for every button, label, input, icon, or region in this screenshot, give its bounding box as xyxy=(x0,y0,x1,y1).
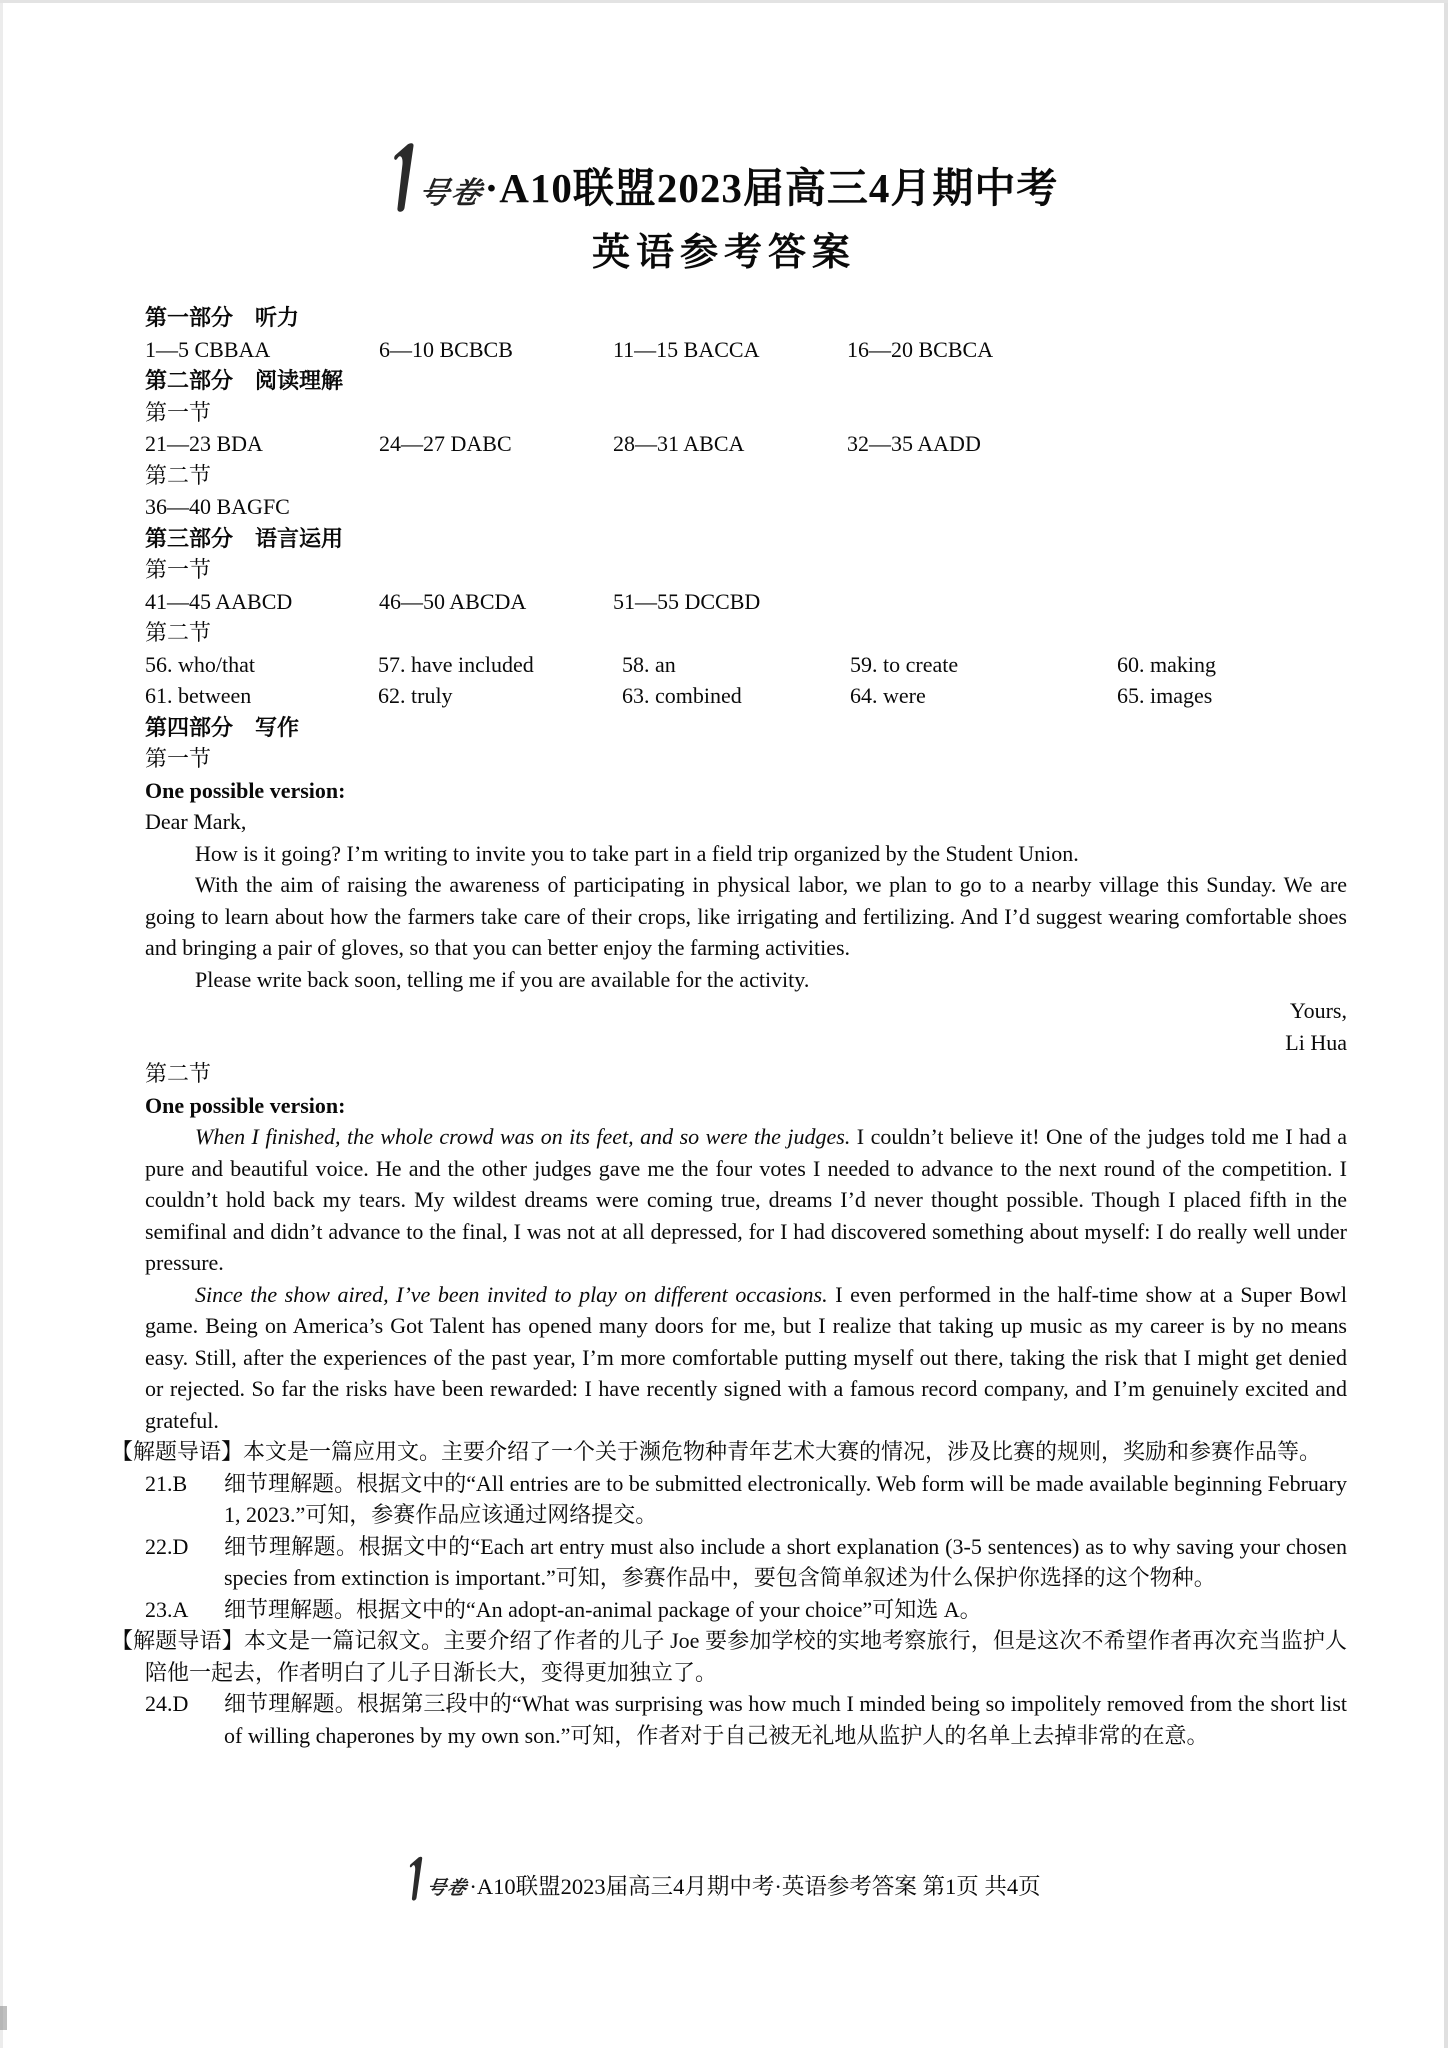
continuation-paragraph xyxy=(145,1279,1347,1437)
answer-group: 28—31 ABCA xyxy=(613,431,745,456)
explanation-text: 细节理解题。根据第三段中的“What was surprising was how much I minded being so impolitely removed from the short list of willing chaperones by my own son.”可知，作者对于自己被无礼地从监护人的名单上去掉非常的在意。 xyxy=(224,1691,1347,1748)
reading-answers-row xyxy=(145,428,1347,460)
page-footer xyxy=(0,1856,1448,1902)
brush-one-icon xyxy=(407,1856,424,1902)
footer-text: ·A10联盟2023届高三4月期中考·英语参考答案 第1页 共4页 xyxy=(469,1874,1041,1899)
answer-group: 46—50 ABCDA xyxy=(379,588,527,614)
answer-group: 41—45 AABCD xyxy=(145,588,293,614)
possible-version-label: One possible version: xyxy=(145,1092,346,1118)
part2-section2-label: 第二节 xyxy=(145,462,212,488)
cloze-answers-row xyxy=(145,586,1347,618)
possible-version-label: One possible version: xyxy=(145,777,346,803)
part2-section1-label: 第一节 xyxy=(145,399,212,425)
scan-artifact xyxy=(0,2006,7,2030)
answer-group: 32—35 AADD xyxy=(847,431,981,456)
part4-section1-label: 第一节 xyxy=(145,746,212,771)
brand-logo-text: 号卷 xyxy=(415,177,486,210)
letter-paragraph: With the aim of raising the awareness of participating in physical labor, we plan to go to a nearby village this Sunday. We are going to learn about how the farmers take care of their crops, like irrigating and fertilizing. And I’d suggest wearing comfortable shoes and bringing a pair of gloves, so that you can better enjoy the farming activities. xyxy=(145,872,1347,960)
passage-guide: 【解题导语】本文是一篇应用文。主要介绍了一个关于濒危物种青年艺术大赛的情况，涉及比赛的规则，奖励和参赛作品等。 xyxy=(111,1439,1322,1464)
answer-item: 65. images xyxy=(1117,683,1213,708)
answer-group: 51—55 DCCBD xyxy=(613,588,761,614)
explanation-item xyxy=(145,1688,1347,1751)
listening-answers-row xyxy=(145,334,1347,366)
brand-logo xyxy=(390,142,486,214)
answer-group: 6—10 BCBCB xyxy=(379,336,513,362)
answer-group: 24—27 DABC xyxy=(379,431,512,456)
question-number: 21.B xyxy=(145,1470,188,1496)
question-number: 23.A xyxy=(145,1596,189,1622)
page-title xyxy=(0,142,1448,214)
explanation-item xyxy=(145,1594,1347,1626)
part4-section2-label: 第二节 xyxy=(145,1061,212,1086)
answer-item: 59. to create xyxy=(850,651,959,677)
explanation-item xyxy=(145,1531,1347,1594)
explanation-text: 细节理解题。根据文中的“All entries are to be submitted electronically. Web form will be made available beginning February 1, 2023.”可知，参赛作品应该通过网络提交。 xyxy=(224,1470,1347,1527)
cloze-reading-answer: 36—40 BAGFC xyxy=(145,494,290,519)
part3-header: 第三部分 语言运用 xyxy=(145,525,344,551)
answer-group: 11—15 BACCA xyxy=(613,336,760,362)
answer-item: 57. have included xyxy=(378,651,534,677)
answer-group: 16—20 BCBCA xyxy=(847,336,994,362)
part1-header: 第一部分 听力 xyxy=(145,305,300,330)
page-subtitle: 英语参考答案 xyxy=(591,232,856,274)
letter-signature: Li Hua xyxy=(1285,1029,1347,1055)
letter-paragraph: How is it going? I’m writing to invite you to take part in a field trip organized by the Student Union. xyxy=(195,840,1079,866)
answer-item: 61. between xyxy=(145,683,252,708)
exam-title: ·A10联盟2023届高三4月期中考 xyxy=(484,165,1059,211)
question-number: 22.D xyxy=(145,1533,189,1559)
explanation-text: 细节理解题。根据文中的“Each art entry must also include a short explanation (3-5 sentences) as to why saving your chosen species from extinction is important.”可知，参赛作品中，要包含简单叙述为什么保护你选择的这个物种。 xyxy=(224,1533,1347,1590)
passage-guide: 【解题导语】本文是一篇记叙文。主要介绍了作者的儿子 Joe 要参加学校的实地考察旅行，但是这次不希望作者再次充当监护人陪他一起去，作者明白了儿子日渐长大，变得更加独立了。 xyxy=(111,1628,1347,1685)
continuation-paragraph xyxy=(145,1121,1347,1279)
part3-section2-label: 第二节 xyxy=(145,620,212,645)
explanation-text: 细节理解题。根据文中的“An adopt-an-animal package of your choice”可知选 A。 xyxy=(224,1596,982,1622)
explanation-item xyxy=(145,1468,1347,1531)
grammar-answers-row-2 xyxy=(145,680,1347,712)
letter-paragraph: Please write back soon, telling me if you are available for the activity. xyxy=(195,966,810,992)
continuation-text: I even performed in the half-time show at a Super Bowl game. Being on America’s Got Talent has opened many doors for me, but I realize that taking up music as my career is by no means easy. Still, after the experiences of the past year, I’m more comfortable putting myself out there, taking the risk that I might get denied or rejected. So far the risks have been rewarded: I have recently signed with a famous record company, and I’m genuinely excited and grateful. xyxy=(145,1281,1347,1433)
answer-item: 63. combined xyxy=(622,683,742,708)
part2-header: 第二部分 阅读理解 xyxy=(145,368,344,393)
answer-key xyxy=(111,302,1347,1751)
answer-group: 1—5 CBBAA xyxy=(145,336,271,362)
given-sentence: Since the show aired, I’ve been invited to play on different occasions. xyxy=(195,1281,828,1307)
answer-item: 60. making xyxy=(1117,651,1216,677)
continuation-text: I couldn’t believe it! One of the judges told me I had a pure and beautiful voice. He and the other judges gave me the four votes I needed to advance to the next round of the competition. I couldn’t hold back my tears. My wildest dreams were coming true, dreams I’d never thought possible. Though I placed fifth in the semifinal and didn’t advance to the final, I was not at all depressed, for I had discovered something about myself: I do really well under pressure. xyxy=(145,1124,1347,1275)
page-header xyxy=(0,0,1448,276)
grammar-answers-row-1 xyxy=(145,649,1347,681)
answer-item: 64. were xyxy=(850,683,926,708)
answer-item: 58. an xyxy=(622,651,676,677)
footer-brand-logo-text: 号卷 xyxy=(425,1878,470,1899)
brush-one-icon xyxy=(390,142,416,214)
footer-brand-logo xyxy=(407,1856,470,1902)
letter-closing: Yours, xyxy=(1289,998,1347,1023)
answer-item: 56. who/that xyxy=(145,651,255,677)
part4-header: 第四部分 写作 xyxy=(145,714,300,740)
answer-group: 21—23 BDA xyxy=(145,431,263,456)
given-sentence: When I finished, the whole crowd was on its feet, and so were the judges. xyxy=(195,1124,851,1149)
part3-section1-label: 第一节 xyxy=(145,557,212,582)
answer-item: 62. truly xyxy=(378,683,453,708)
question-number: 24.D xyxy=(145,1691,189,1716)
letter-salutation: Dear Mark, xyxy=(145,809,247,834)
